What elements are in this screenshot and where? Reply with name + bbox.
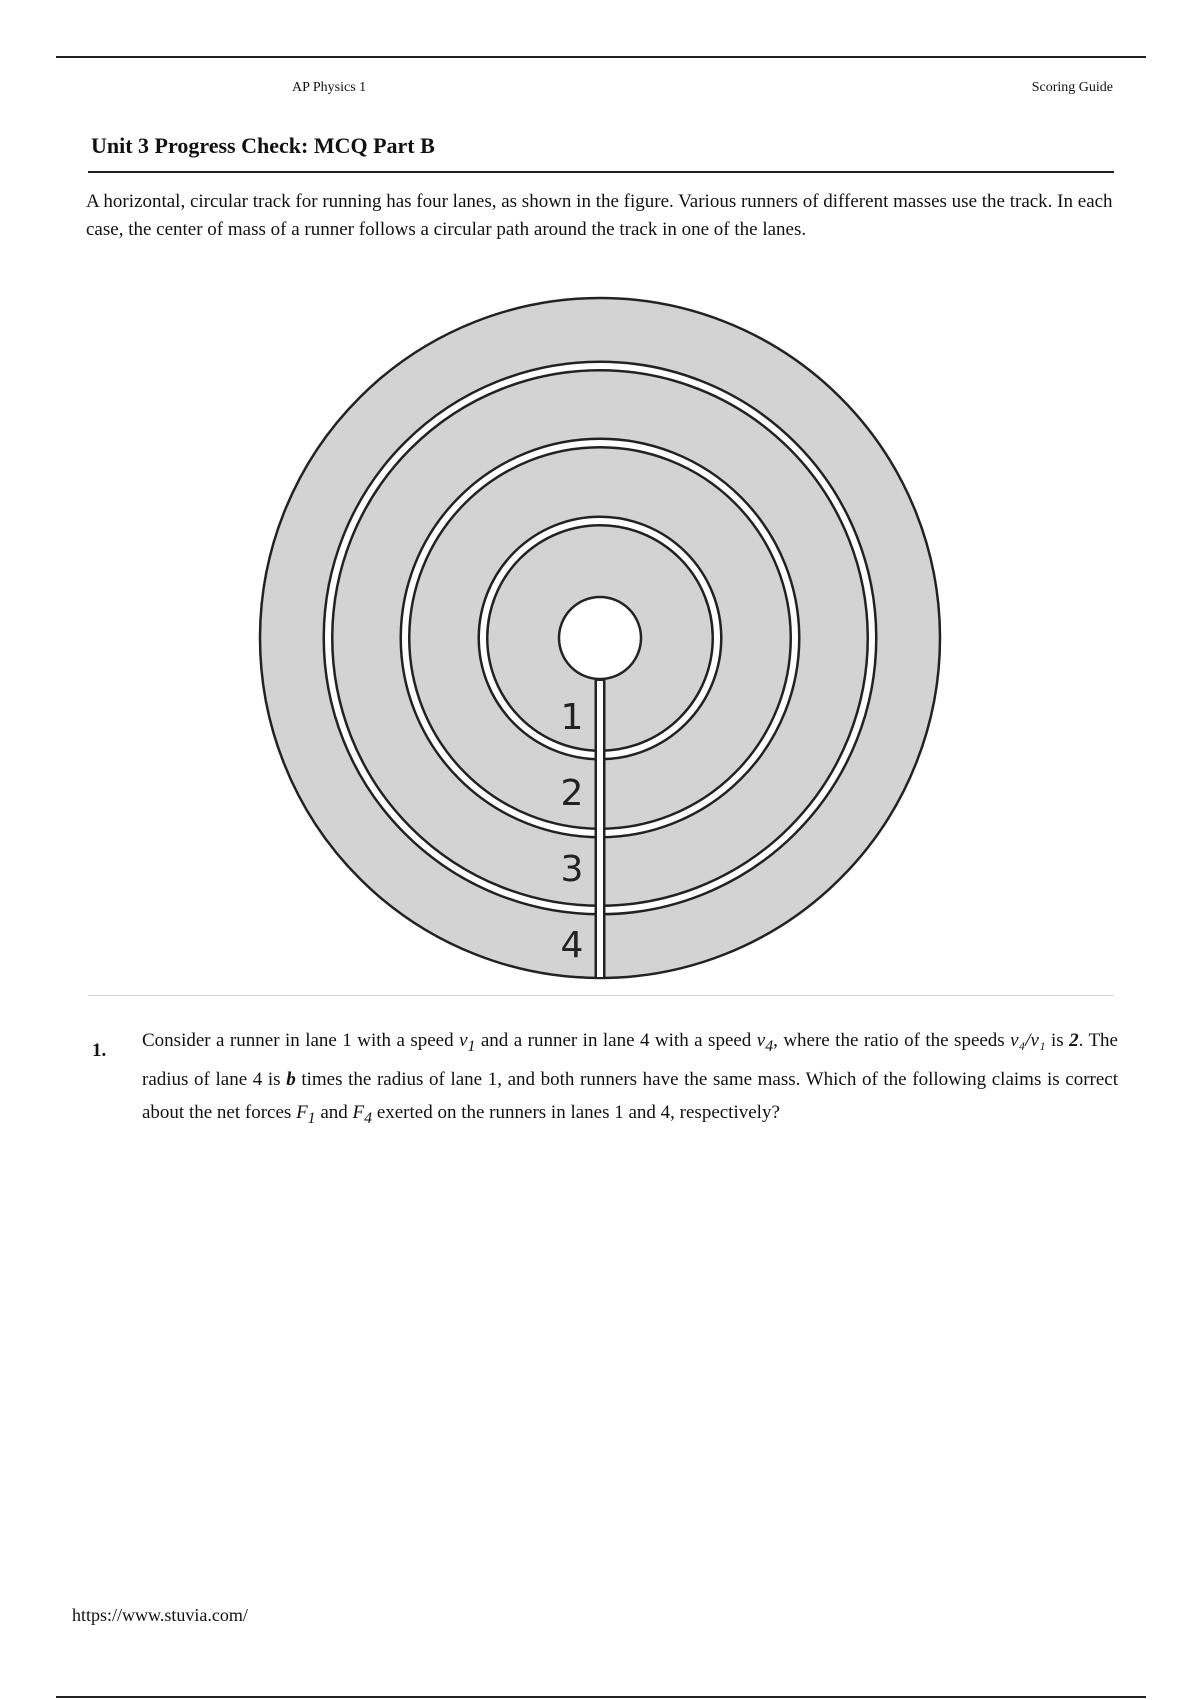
lane-label-3: 3	[560, 849, 584, 890]
question-text: Consider a runner in lane 1 with a speed $v_1$ and a runner in lane 4 with a speed $v_4$, where the ratio of the speeds v₄/v₁ is 2. The radius of lane 4 is b times the radius of lane 1, and both runners have the same mass. Which of the following claims is correct about the net forces $F_1$ and $F_4$ exerted on the runners in lanes 1 and 4, respectively?	[142, 1030, 1118, 1127]
lane-label-4: 4	[560, 925, 584, 966]
bottom-rule	[56, 1696, 1146, 1698]
lane-label-2: 2	[560, 773, 584, 814]
var-v1: $v_1$	[459, 1030, 476, 1055]
track-diagram	[255, 293, 945, 983]
footer-url[interactable]: https://www.stuvia.com/	[72, 1605, 248, 1625]
track-center	[559, 597, 641, 679]
question-number: 1.	[92, 1040, 107, 1061]
page-title: Unit 3 Progress Check: MCQ Part B	[91, 133, 435, 158]
header-course: AP Physics 1	[292, 80, 367, 95]
track-figure	[255, 293, 945, 983]
header-scoring-guide: Scoring Guide	[1031, 80, 1113, 95]
var-f4: $F_4$	[352, 1101, 373, 1127]
section-divider	[88, 995, 1114, 996]
var-b: b	[286, 1068, 296, 1090]
var-v4: $v_4$	[756, 1030, 774, 1055]
speed-ratio: v₄/v₁	[1010, 1030, 1046, 1051]
top-rule	[56, 56, 1146, 58]
ratio-value: 2	[1069, 1030, 1079, 1051]
intro-paragraph: A horizontal, circular track for running has four lanes, as shown in the figure. Various runners of different masses use the track. In each case, the center of mass of a runner follows a circular path around the track in one of the lanes.	[86, 191, 1113, 240]
lane-label-1: 1	[560, 697, 584, 738]
title-divider	[88, 171, 1114, 173]
var-f1: $F_1$	[296, 1101, 316, 1127]
